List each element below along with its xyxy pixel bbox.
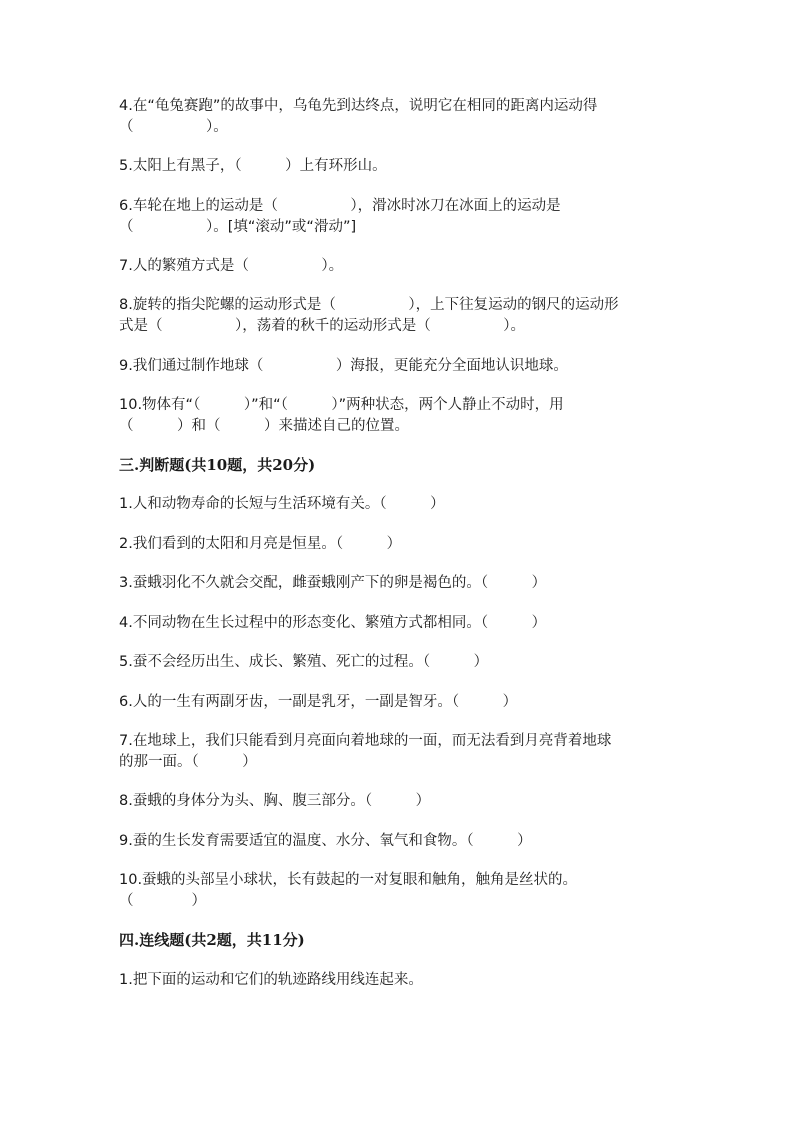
section-judgment-title: 三.判断题(共10题，共20分) <box>119 456 316 474</box>
fill-question-5: 5.太阳上有黑子，（ ）上有环形山。 <box>119 158 387 174</box>
fill-question-6: 6.车轮在地上的运动是（ ），滑冰时冰刀在冰面上的运动是 （ ）。[填“滚动”或“滑动”] <box>119 198 561 235</box>
matching-question-1: 1.把下面的运动和它们的轨迹路线用线连起来。 <box>119 972 423 988</box>
judgment-question-5: 5.蚕不会经历出生、成长、繁殖、死亡的过程。（ ） <box>119 654 489 670</box>
judgment-question-1: 1.人和动物寿命的长短与生活环境有关。（ ） <box>119 496 445 512</box>
judgment-question-3: 3.蚕蛾羽化不久就会交配，雌蚕蛾刚产下的卵是褐色的。（ ） <box>119 575 547 591</box>
judgment-question-7: 7.在地球上，我们只能看到月亮面向着地球的一面，而无法看到月亮背着地球 的那一面。（ ） <box>119 733 612 770</box>
judgment-question-2: 2.我们看到的太阳和月亮是恒星。（ ） <box>119 536 402 552</box>
judgment-question-6: 6.人的一生有两副牙齿，一副是乳牙，一副是智牙。（ ） <box>119 694 518 710</box>
fill-question-8: 8.旋转的指尖陀螺的运动形式是（ ），上下往复运动的钢尺的运动形 式是（ ），荡着的秋千的运动形式是（ ）。 <box>119 297 619 334</box>
section-matching-title: 四.连线题(共2题，共11分) <box>119 931 305 949</box>
fill-question-7: 7.人的繁殖方式是（ ）。 <box>119 258 344 274</box>
judgment-question-4: 4.不同动物在生长过程中的形态变化、繁殖方式都相同。（ ） <box>119 615 547 631</box>
fill-question-10: 10.物体有“（ ）”和“（ ）”两种状态，两个人静止不动时，用 （ ）和（ ）来描述自己的位置。 <box>119 397 564 434</box>
fill-question-4: 4.在“龟兔赛跑”的故事中，乌龟先到达终点，说明它在相同的距离内运动得 （ ）。 <box>119 98 598 135</box>
fill-question-9: 9.我们通过制作地球（ ）海报，更能充分全面地认识地球。 <box>119 358 568 374</box>
judgment-question-8: 8.蚕蛾的身体分为头、胸、腹三部分。（ ） <box>119 793 431 809</box>
judgment-question-10: 10.蚕蛾的头部呈小球状，长有鼓起的一对复眼和触角，触角是丝状的。 （ ） <box>119 872 578 909</box>
judgment-question-9: 9.蚕的生长发育需要适宜的温度、水分、氧气和食物。（ ） <box>119 833 532 849</box>
